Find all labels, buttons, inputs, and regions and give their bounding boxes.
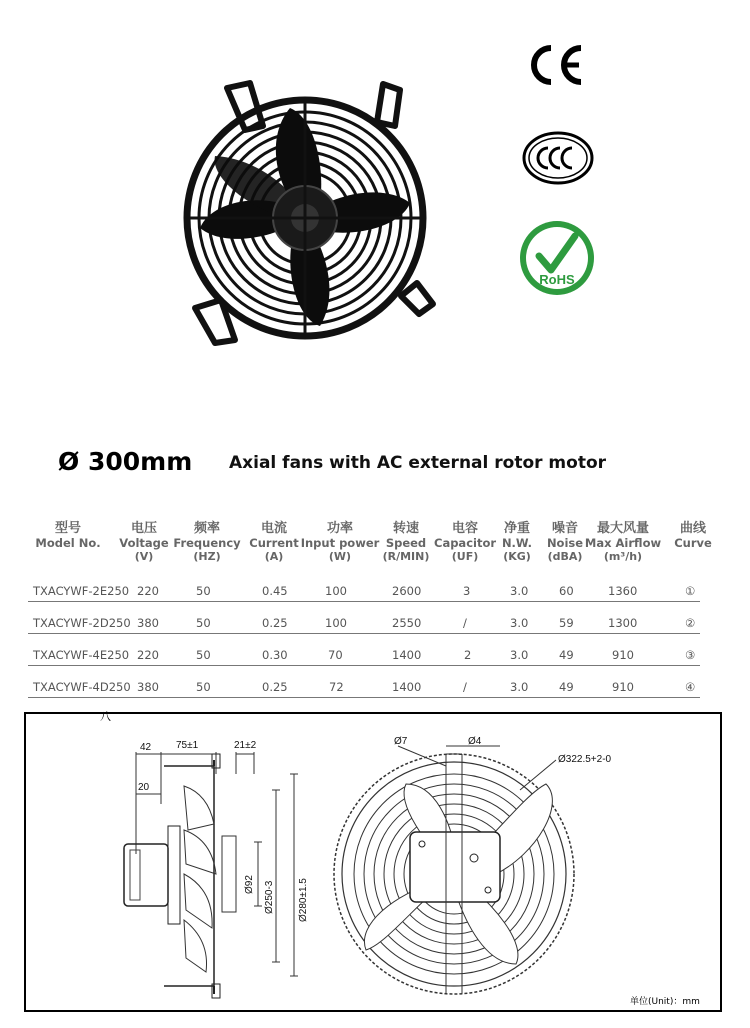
cell-curve: ④: [685, 680, 696, 694]
header-frequency: 频率 Frequency (HZ): [173, 521, 241, 563]
table-row: [28, 678, 718, 698]
header-model: 型号 Model No.: [35, 521, 101, 550]
cell-power: 100: [325, 616, 347, 630]
fan-product-photo: [155, 78, 445, 358]
dim-21: 21±2: [234, 740, 257, 751]
cell-speed: 2550: [392, 616, 422, 630]
cell-model: TXACYWF-2E250: [33, 584, 130, 598]
cell-weight: 3.0: [510, 680, 529, 694]
cell-airflow: 1360: [608, 584, 638, 598]
cell-capacitor: 3: [463, 584, 471, 598]
page-title-size: Ø 300mm: [58, 447, 193, 476]
dim-42: 42: [140, 742, 152, 753]
dim-92: Ø92: [244, 875, 255, 894]
cell-speed: 1400: [392, 648, 422, 662]
dim-322: Ø322.5+2-0: [558, 754, 612, 765]
cell-noise: 49: [559, 680, 574, 694]
dim-7: Ø7: [394, 736, 408, 747]
header-input-power: 功率 Input power (W): [300, 521, 380, 563]
row-divider: [28, 665, 700, 666]
dim-250: Ø250-3: [264, 880, 275, 914]
cell-airflow: 910: [612, 648, 634, 662]
side-view: [124, 752, 298, 998]
row-divider: [28, 633, 700, 634]
cell-capacitor: /: [463, 680, 467, 694]
cell-airflow: 910: [612, 680, 634, 694]
row-divider: [28, 601, 700, 602]
cell-capacitor: /: [463, 616, 467, 630]
cell-model: TXACYWF-4D250: [33, 680, 131, 694]
cell-power: 72: [329, 680, 344, 694]
cell-frequency: 50: [196, 616, 211, 630]
header-max-airflow: 最大风量 Max Airflow (m³/h): [584, 521, 662, 563]
cell-weight: 3.0: [510, 616, 529, 630]
cell-current: 0.25: [262, 680, 288, 694]
header-current: 电流 Current (A): [249, 521, 299, 563]
row-divider: [28, 697, 700, 698]
cell-capacitor: 2: [464, 648, 472, 662]
ccc-mark-icon: [520, 130, 596, 186]
cell-current: 0.45: [262, 584, 288, 598]
cell-voltage: 380: [137, 616, 159, 630]
cell-frequency: 50: [196, 648, 211, 662]
ce-mark-icon: [523, 42, 587, 88]
cell-speed: 1400: [392, 680, 422, 694]
unit-note: 单位(Unit)：mm: [630, 997, 700, 1007]
header-capacitor: 电容 Capacitor (UF): [434, 521, 497, 563]
front-view: [334, 746, 574, 994]
table-row: [28, 582, 718, 602]
cell-weight: 3.0: [510, 648, 529, 662]
svg-text:RoHS: RoHS: [539, 272, 575, 287]
table-row: [28, 646, 718, 666]
cell-speed: 2600: [392, 584, 422, 598]
cell-power: 100: [325, 584, 347, 598]
header-voltage: 电压 Voltage (V): [119, 521, 169, 563]
cell-noise: 49: [559, 648, 574, 662]
cell-airflow: 1300: [608, 616, 638, 630]
dimension-drawing: [26, 714, 720, 1010]
cell-model: TXACYWF-2D250: [33, 616, 131, 630]
header-speed: 转速 Speed (R/MIN): [382, 521, 430, 563]
cell-voltage: 220: [137, 584, 159, 598]
cell-model: TXACYWF-4E250: [33, 648, 130, 662]
cell-power: 70: [328, 648, 343, 662]
corner-mark: 八: [100, 710, 111, 723]
cell-current: 0.30: [262, 648, 288, 662]
cell-voltage: 220: [137, 648, 159, 662]
dim-280: Ø280±1.5: [298, 878, 309, 922]
cell-frequency: 50: [196, 584, 211, 598]
cell-voltage: 380: [137, 680, 159, 694]
page-title-description: Axial fans with AC external rotor motor: [229, 453, 607, 473]
dim-4: Ø4: [468, 736, 482, 747]
table-row: [28, 614, 718, 634]
cell-curve: ③: [685, 648, 696, 662]
cell-noise: 60: [559, 584, 574, 598]
header-curve: 曲线 Curve: [674, 521, 712, 550]
rohs-mark-icon: [517, 218, 597, 298]
cell-curve: ②: [685, 616, 696, 630]
dim-75: 75±1: [176, 740, 199, 751]
header-weight: 净重 N.W. (KG): [501, 521, 533, 563]
dim-20: 20: [138, 782, 150, 793]
cell-frequency: 50: [196, 680, 211, 694]
header-noise: 噪音 Noise (dBA): [546, 521, 584, 563]
cell-curve: ①: [685, 584, 696, 598]
cell-current: 0.25: [262, 616, 288, 630]
cell-weight: 3.0: [510, 584, 529, 598]
cell-noise: 59: [559, 616, 574, 630]
